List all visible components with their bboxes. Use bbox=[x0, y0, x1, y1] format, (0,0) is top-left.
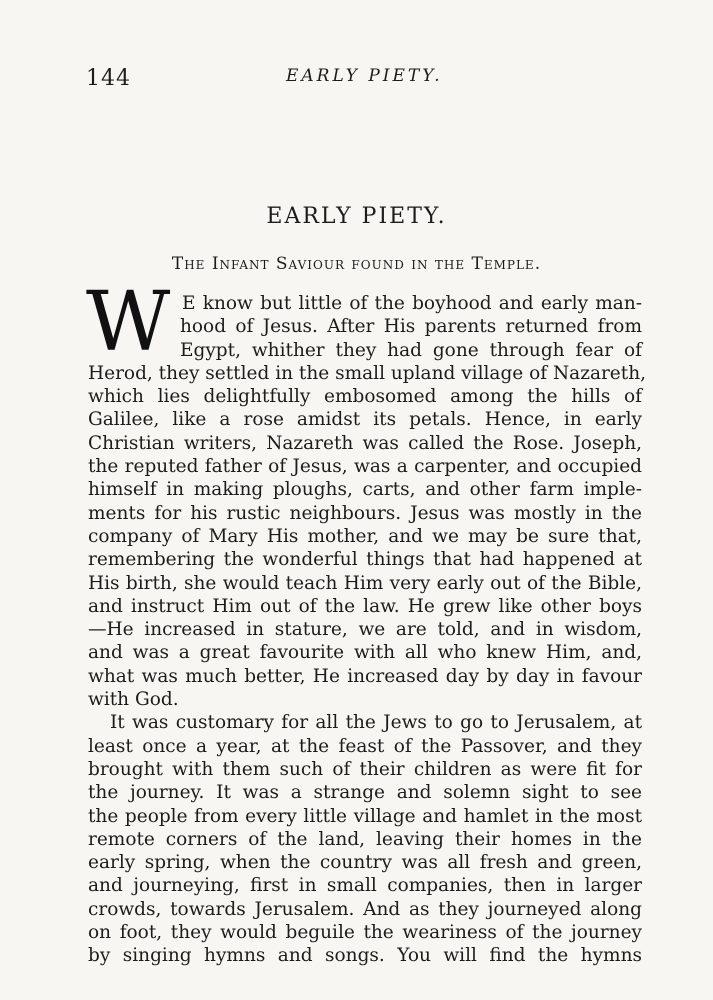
text-line: —He increased in stature, we are told, and in wisdom, bbox=[88, 619, 642, 641]
text-line: His birth, she would teach Him very early out of the Bible, bbox=[88, 572, 642, 594]
text-line: and was a great favourite with all who knew Him, and, bbox=[88, 642, 642, 664]
paragraph-2 bbox=[88, 711, 642, 967]
text-line: brought with them such of their children as were fit for bbox=[88, 758, 642, 780]
text-line: and instruct Him out of the law. He grew like other boys bbox=[88, 595, 642, 617]
text-line: E know but little of the boyhood and early man- bbox=[182, 293, 642, 314]
text-line: Christian writers, Nazareth was called the Rose. Joseph, bbox=[88, 432, 642, 454]
text-line: Herod, they settled in the small upland village of Nazareth, bbox=[88, 362, 646, 384]
text-line: early spring, when the country was all fresh and green, bbox=[88, 852, 642, 874]
text-line: the people from every little village and hamlet in the most bbox=[88, 805, 642, 827]
page-number: 144 bbox=[86, 66, 131, 91]
text-line: by singing hymns and songs. You will find the hymns bbox=[88, 945, 642, 967]
text-line: the journey. It was a strange and solemn sight to see bbox=[88, 782, 642, 804]
text-line: It was customary for all the Jews to go to Jerusalem, at bbox=[110, 712, 642, 734]
running-title: EARLY PIETY. bbox=[286, 66, 443, 86]
text-line: hood of Jesus. After His parents returned from bbox=[180, 316, 642, 338]
body-text bbox=[86, 275, 646, 968]
text-line: which lies delightfully embosomed among the hills of bbox=[88, 386, 642, 408]
text-line: company of Mary His mother, and we may be sure that, bbox=[88, 525, 642, 547]
text-line: what was much better, He increased day by day in favour bbox=[88, 665, 642, 687]
running-head bbox=[86, 66, 627, 96]
text-line: ments for his rustic neighbours. Jesus was mostly in the bbox=[88, 502, 642, 524]
text-line: and journeying, first in small companies, then in larger bbox=[88, 875, 642, 897]
drop-cap: W bbox=[86, 275, 171, 370]
text-line: with God. bbox=[88, 689, 179, 711]
chapter-title: EARLY PIETY. bbox=[266, 204, 447, 229]
text-line: remote corners of the land, leaving their homes in the bbox=[88, 828, 642, 850]
text-line: remembering the wonderful things that had happened at bbox=[88, 549, 642, 571]
text-line: Egypt, whither they had gone through fear of bbox=[180, 339, 642, 361]
text-line: the reputed father of Jesus, was a carpenter, and occupied bbox=[88, 456, 642, 478]
paragraph-1 bbox=[86, 275, 646, 711]
text-line: least once a year, at the feast of the Passover, and they bbox=[88, 735, 642, 757]
text-line: himself in making ploughs, carts, and other farm imple- bbox=[88, 479, 642, 501]
text-line: Galilee, like a rose amidst its petals. Hence, in early bbox=[88, 409, 642, 431]
text-line: on foot, they would beguile the weariness of the journey bbox=[88, 922, 642, 944]
chapter-subtitle: The Infant Saviour found in the Temple. bbox=[171, 254, 542, 274]
text-line: crowds, towards Jerusalem. And as they journeyed along bbox=[88, 898, 642, 920]
